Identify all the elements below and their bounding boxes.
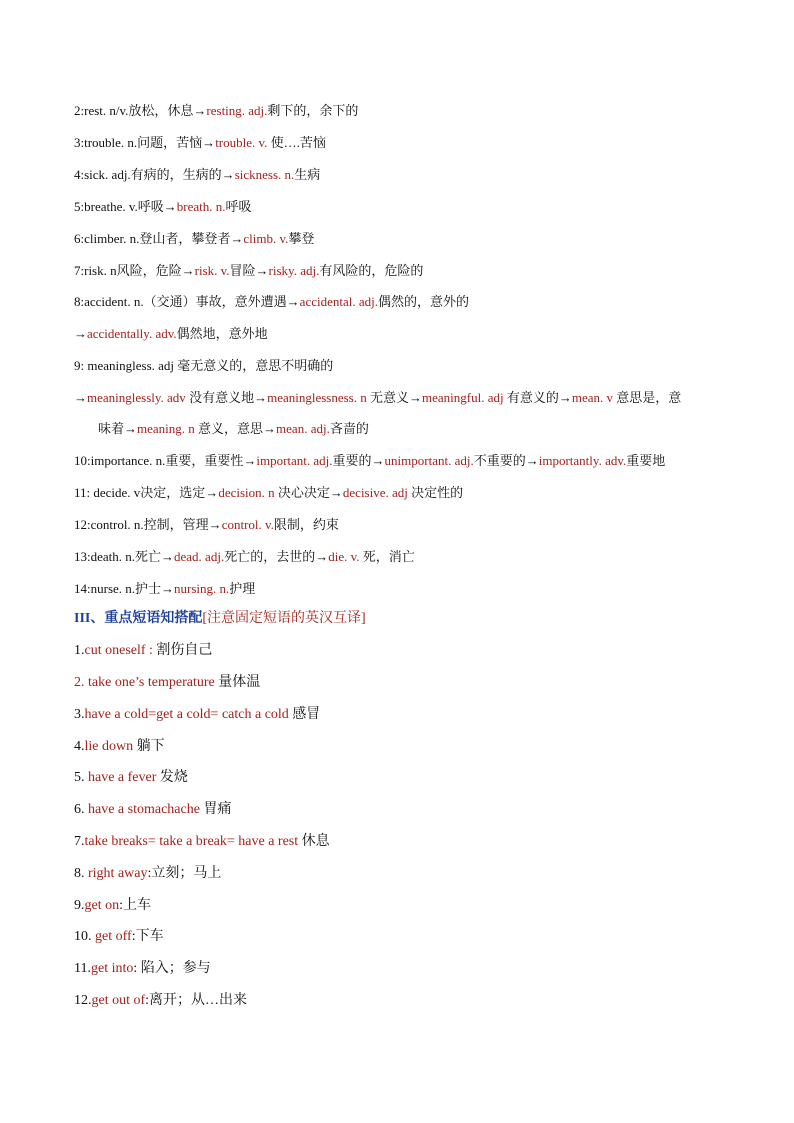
word-form-line-segment: decisive. adj (342, 485, 412, 500)
phrase-line (74, 899, 151, 913)
phrase-line-segment: lie down (84, 739, 137, 754)
phrase-line (74, 835, 330, 849)
word-form-line-segment: accidentally. adv. (87, 326, 177, 341)
phrase-line-segment: right away (88, 866, 148, 881)
word-form-line-segment: 7:risk. n风险，危险→ (74, 263, 195, 278)
word-form-line-segment: climb. v. (243, 231, 289, 246)
phrase-line-segment: :下车 (131, 929, 164, 944)
word-form-line-segment: 护理 (229, 581, 256, 596)
section-heading-title: III、重点短语知搭配 (74, 611, 203, 626)
word-form-line (74, 295, 469, 308)
word-form-line-segment: 3:trouble. n.问题，苦恼→ (74, 135, 216, 150)
word-form-line-segment: meaning. n (137, 421, 199, 436)
word-form-line-segment: resting. adj. (206, 103, 268, 118)
word-form-line (74, 264, 423, 277)
phrase-line-segment: :立刻；马上 (147, 866, 222, 881)
word-form-line-segment: 5:breathe. v.呼吸→ (74, 199, 177, 214)
phrase-line (74, 708, 320, 722)
phrase-line-segment: 1. (74, 643, 85, 658)
word-form-line-segment: 死，消亡 (362, 549, 415, 564)
word-form-line (74, 550, 415, 563)
phrase-line-segment: 12. (74, 993, 92, 1008)
phrase-line-segment: 2. take one’s temperature (74, 675, 219, 690)
word-form-line-segment: 意思是，意 (616, 390, 682, 405)
word-form-line-segment: 重要地 (626, 453, 666, 468)
word-form-line-segment: 决定性的 (411, 485, 464, 500)
phrase-line (74, 867, 221, 881)
phrase-line-segment: :离开；从…出来 (145, 993, 248, 1008)
word-form-line-segment: 呼吸 (225, 199, 252, 214)
phrase-line-segment: get off (95, 929, 132, 944)
word-form-line-segment: 不重要的→ (473, 453, 539, 468)
word-form-line-segment: meaninglessness. n (267, 390, 370, 405)
word-form-line-segment: sickness. n. (234, 167, 295, 182)
section-heading (74, 612, 366, 626)
phrase-line (74, 803, 231, 817)
phrase-line-segment: 休息 (301, 834, 330, 849)
phrase-line (74, 676, 260, 690)
phrase-line-segment: 4. (74, 739, 85, 754)
phrase-line-segment: 发烧 (159, 770, 188, 785)
phrase-line (74, 962, 211, 976)
phrase-line-segment: take breaks= take a break= have a rest (84, 834, 302, 849)
word-form-line-segment: 重要的→ (332, 453, 385, 468)
word-form-line-segment: 无意义→ (369, 390, 422, 405)
word-form-line (98, 422, 369, 435)
word-form-line-segment: 吝啬的 (329, 421, 369, 436)
word-form-line-segment: dead. adj. (174, 549, 225, 564)
phrase-line-segment: 3. (74, 707, 85, 722)
word-form-line-segment: 意义，意思→ (198, 421, 277, 436)
word-form-line-segment: risky. adj. (268, 263, 320, 278)
word-form-line-segment: 攀登 (288, 231, 315, 246)
word-form-line-segment: mean. adj. (276, 421, 330, 436)
word-form-line (74, 200, 252, 213)
word-form-line (74, 486, 463, 499)
word-form-line-segment: 使….苦恼 (270, 135, 326, 150)
word-form-line-segment: breath. n. (176, 199, 226, 214)
phrase-line-segment: 6. (74, 802, 88, 817)
word-form-line-segment: 9: meaningless. adj 毫无意义的，意思不明确的 (74, 358, 334, 373)
phrase-line-segment: 9. (74, 898, 85, 913)
word-form-line-segment: trouble. v. (215, 135, 271, 150)
word-form-line-segment: 偶然的，意外的 (378, 294, 470, 309)
word-form-line-segment: 有风险的，危险的 (319, 263, 424, 278)
word-form-line-segment: meaningful. adj (422, 390, 507, 405)
word-form-line-segment: unimportant. adj. (384, 453, 474, 468)
phrase-line-segment: get on (84, 898, 120, 913)
phrase-line-segment: 5. (74, 770, 88, 785)
phrase-line (74, 771, 188, 785)
word-form-line-segment: die. v. (328, 549, 363, 564)
word-form-line-segment: 12:control. n.控制，管理→ (74, 517, 222, 532)
word-form-line-segment: important. adj. (256, 453, 333, 468)
word-form-line-segment: → (74, 390, 87, 405)
word-form-line-segment: 2:rest. n/v.放松，休息→ (74, 103, 207, 118)
phrase-line-segment: 割伤自己 (156, 643, 213, 658)
word-form-line-segment: 14:nurse. n.护士→ (74, 581, 175, 596)
word-form-line-segment: 8:accident. n.（交通）事故，意外遭遇→ (74, 294, 300, 309)
word-form-line-segment: 没有意义地→ (189, 390, 268, 405)
word-form-line (74, 232, 314, 245)
phrase-line-segment: 感冒 (292, 707, 321, 722)
word-form-line-segment: control. v. (221, 517, 274, 532)
word-form-line-segment: 死亡的，去世的→ (224, 549, 329, 564)
phrase-line (74, 930, 164, 944)
phrase-line-segment: have a fever (88, 770, 160, 785)
word-form-line-segment: risk. v. (194, 263, 230, 278)
phrase-line-segment: : 陷入；参与 (133, 961, 211, 976)
phrase-line-segment: have a cold=get a cold= catch a cold (84, 707, 293, 722)
word-form-line-segment: 有意义的→ (506, 390, 572, 405)
phrase-line-segment: 10. (74, 929, 95, 944)
word-form-line-segment: 生病 (294, 167, 321, 182)
word-form-line-segment: importantly. adv. (538, 453, 627, 468)
phrase-line-segment: 7. (74, 834, 85, 849)
section-heading-note: [注意固定短语的英汉互译] (202, 611, 366, 626)
phrase-line-segment: 躺下 (136, 739, 165, 754)
word-form-line-segment: 味着→ (98, 421, 138, 436)
word-form-line-segment: 决心决定→ (277, 485, 343, 500)
word-form-line-segment: 11: decide. v决定，选定→ (74, 485, 219, 500)
phrase-line-segment: cut oneself : (84, 643, 157, 658)
word-form-line-segment: accidental. adj. (299, 294, 378, 309)
word-form-line (74, 327, 268, 340)
phrase-line (74, 740, 165, 754)
word-form-line (74, 582, 255, 595)
phrase-line-segment: have a stomachache (88, 802, 204, 817)
word-form-line (74, 391, 681, 404)
word-form-line (74, 136, 326, 149)
word-form-line-segment: 10:importance. n.重要，重要性→ (74, 453, 257, 468)
word-form-line (74, 359, 333, 372)
phrase-line-segment: 8. (74, 866, 88, 881)
word-form-line-segment: nursing. n. (174, 581, 230, 596)
word-form-line-segment: 6:climber. n.登山者，攀登者→ (74, 231, 244, 246)
phrase-line (74, 644, 212, 658)
word-form-line (74, 168, 320, 181)
phrase-line-segment: 11. (74, 961, 91, 976)
word-form-line (74, 454, 665, 467)
word-form-line (74, 104, 358, 117)
phrase-line-segment: 胃痛 (203, 802, 232, 817)
phrase-line-segment: 量体温 (218, 675, 261, 690)
phrase-line-segment: get out of (91, 993, 146, 1008)
phrase-line-segment: get into (90, 961, 134, 976)
word-form-line-segment: 偶然地，意外地 (176, 326, 268, 341)
word-form-line-segment: 冒险→ (229, 263, 269, 278)
word-form-line-segment: 剩下的，余下的 (267, 103, 359, 118)
word-form-line-segment: meaninglessly. adv (87, 390, 190, 405)
word-form-line-segment: mean. v (571, 390, 617, 405)
word-form-line-segment: decision. n (218, 485, 278, 500)
word-form-line-segment: 限制，约束 (273, 517, 339, 532)
word-form-line (74, 518, 339, 531)
phrase-line-segment: :上车 (119, 898, 151, 913)
word-form-line-segment: → (74, 326, 87, 341)
phrase-line (74, 994, 247, 1008)
word-form-line-segment: 4:sick. adj.有病的，生病的→ (74, 167, 235, 182)
word-form-line-segment: 13:death. n.死亡→ (74, 549, 175, 564)
